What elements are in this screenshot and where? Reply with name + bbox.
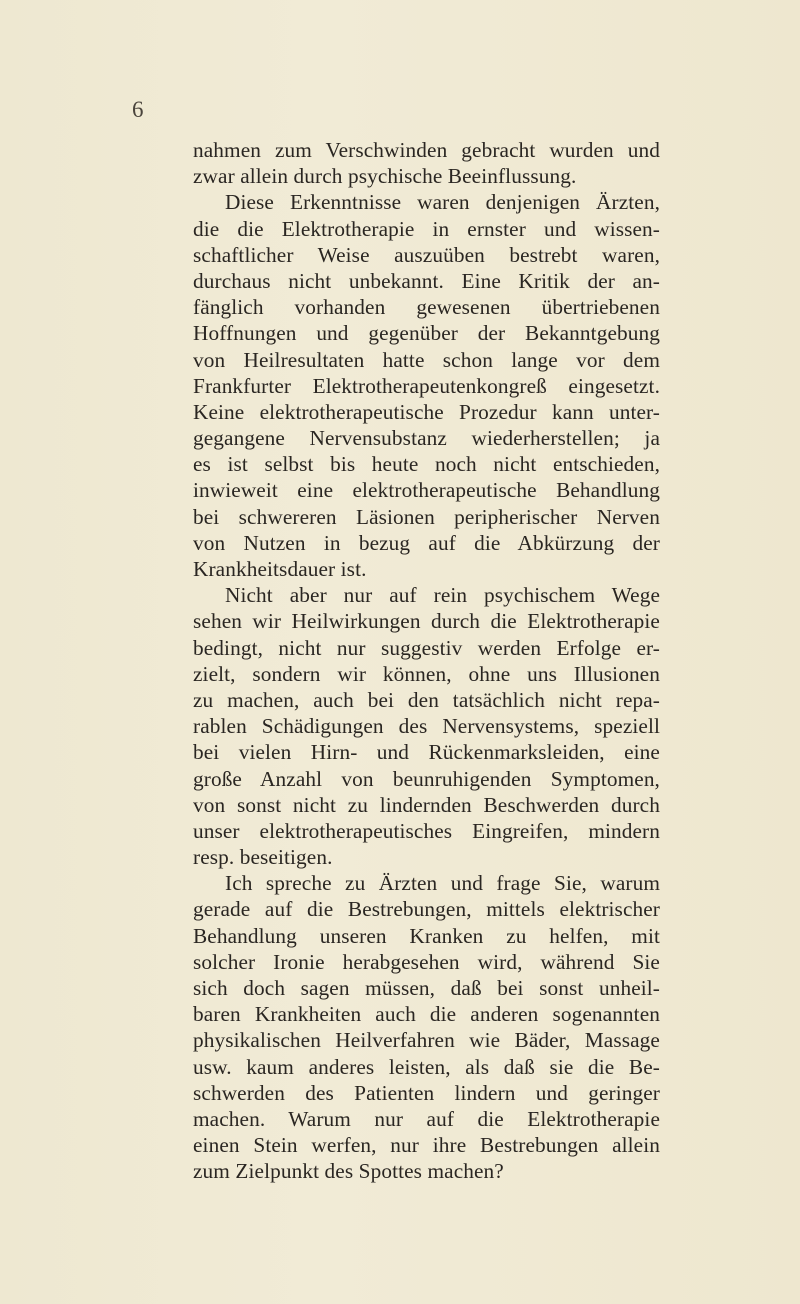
text-line: Hoffnungen und gegenüber der Bekanntgebung bbox=[193, 321, 660, 346]
text-line: einen Stein werfen, nur ihre Bestrebungen allein bbox=[193, 1133, 660, 1158]
text-line: die die Elektrotherapie in ernster und wissen- bbox=[193, 216, 660, 241]
text-line: gegangene Nervensubstanz wiederherstellen; ja bbox=[193, 426, 660, 451]
text-line: zum Zielpunkt des Spottes machen? bbox=[193, 1159, 504, 1184]
text-line: machen. Warum nur auf die Elektrotherapie bbox=[193, 1106, 660, 1131]
text-line: durchaus nicht unbekannt. Eine Kritik der an- bbox=[193, 268, 660, 293]
text-line: es ist selbst bis heute noch nicht entschieden, bbox=[193, 452, 660, 477]
text-line: Behandlung unseren Kranken zu helfen, mit bbox=[193, 923, 660, 948]
text-line: inwieweit eine elektrotherapeutische Behandlung bbox=[193, 478, 660, 503]
text-line: von Nutzen in bezug auf die Abkürzung der bbox=[193, 530, 660, 555]
text-line: bei vielen Hirn- und Rückenmarksleiden, eine bbox=[193, 740, 660, 765]
text-line: solcher Ironie herabgesehen wird, während Sie bbox=[193, 949, 660, 974]
text-line: Frankfurter Elektrotherapeutenkongreß eingesetzt. bbox=[193, 373, 660, 398]
paragraph-start-line: Nicht aber nur auf rein psychischem Wege bbox=[225, 583, 660, 608]
paragraph-start-line: Ich spreche zu Ärzten und frage Sie, warum bbox=[225, 871, 660, 896]
text-line: von Heilresultaten hatte schon lange vor dem bbox=[193, 347, 660, 372]
text-line: zu machen, auch bei den tatsächlich nicht repa- bbox=[193, 687, 660, 712]
text-line: sich doch sagen müssen, daß bei sonst unheil- bbox=[193, 976, 660, 1000]
paragraph-start-line: Diese Erkenntnisse waren denjenigen Ärzten, bbox=[225, 190, 660, 215]
text-line: bei schwereren Läsionen peripherischer Nerven bbox=[193, 504, 660, 529]
text-line: zielt, sondern wir können, ohne uns Illusionen bbox=[193, 661, 660, 686]
text-line: nahmen zum Verschwinden gebracht wurden und bbox=[193, 138, 660, 162]
text-line: schaftlicher Weise auszuüben bestrebt waren, bbox=[193, 242, 660, 267]
text-line: schwerden des Patienten lindern und geringer bbox=[193, 1080, 660, 1105]
text-line: usw. kaum anderes leisten, als daß sie die Be- bbox=[193, 1054, 660, 1079]
text-line: bedingt, nicht nur suggestiv werden Erfolge er- bbox=[193, 635, 660, 660]
text-line: von sonst nicht zu lindernden Beschwerden durch bbox=[193, 792, 660, 817]
text-line: zwar allein durch psychische Beeinflussung. bbox=[193, 164, 577, 189]
text-line: physikalischen Heilverfahren wie Bäder, Massage bbox=[193, 1028, 660, 1053]
text-line: Keine elektrotherapeutische Prozedur kann unter- bbox=[193, 399, 660, 424]
body-text bbox=[193, 137, 660, 1185]
text-line: baren Krankheiten auch die anderen sogenannten bbox=[193, 1002, 660, 1027]
text-line: Krankheitsdauer ist. bbox=[193, 557, 367, 581]
text-line: resp. beseitigen. bbox=[193, 845, 333, 870]
text-line: sehen wir Heilwirkungen durch die Elektrotherapie bbox=[193, 609, 660, 634]
text-line: gerade auf die Bestrebungen, mittels elektrischer bbox=[193, 897, 660, 922]
text-line: große Anzahl von beunruhigenden Symptomen, bbox=[193, 766, 660, 791]
text-line: unser elektrotherapeutisches Eingreifen, mindern bbox=[193, 818, 660, 843]
text-line: fänglich vorhanden gewesenen übertriebenen bbox=[193, 295, 660, 320]
text-line: rablen Schädigungen des Nervensystems, speziell bbox=[193, 714, 660, 739]
page-number: 6 bbox=[132, 97, 144, 122]
